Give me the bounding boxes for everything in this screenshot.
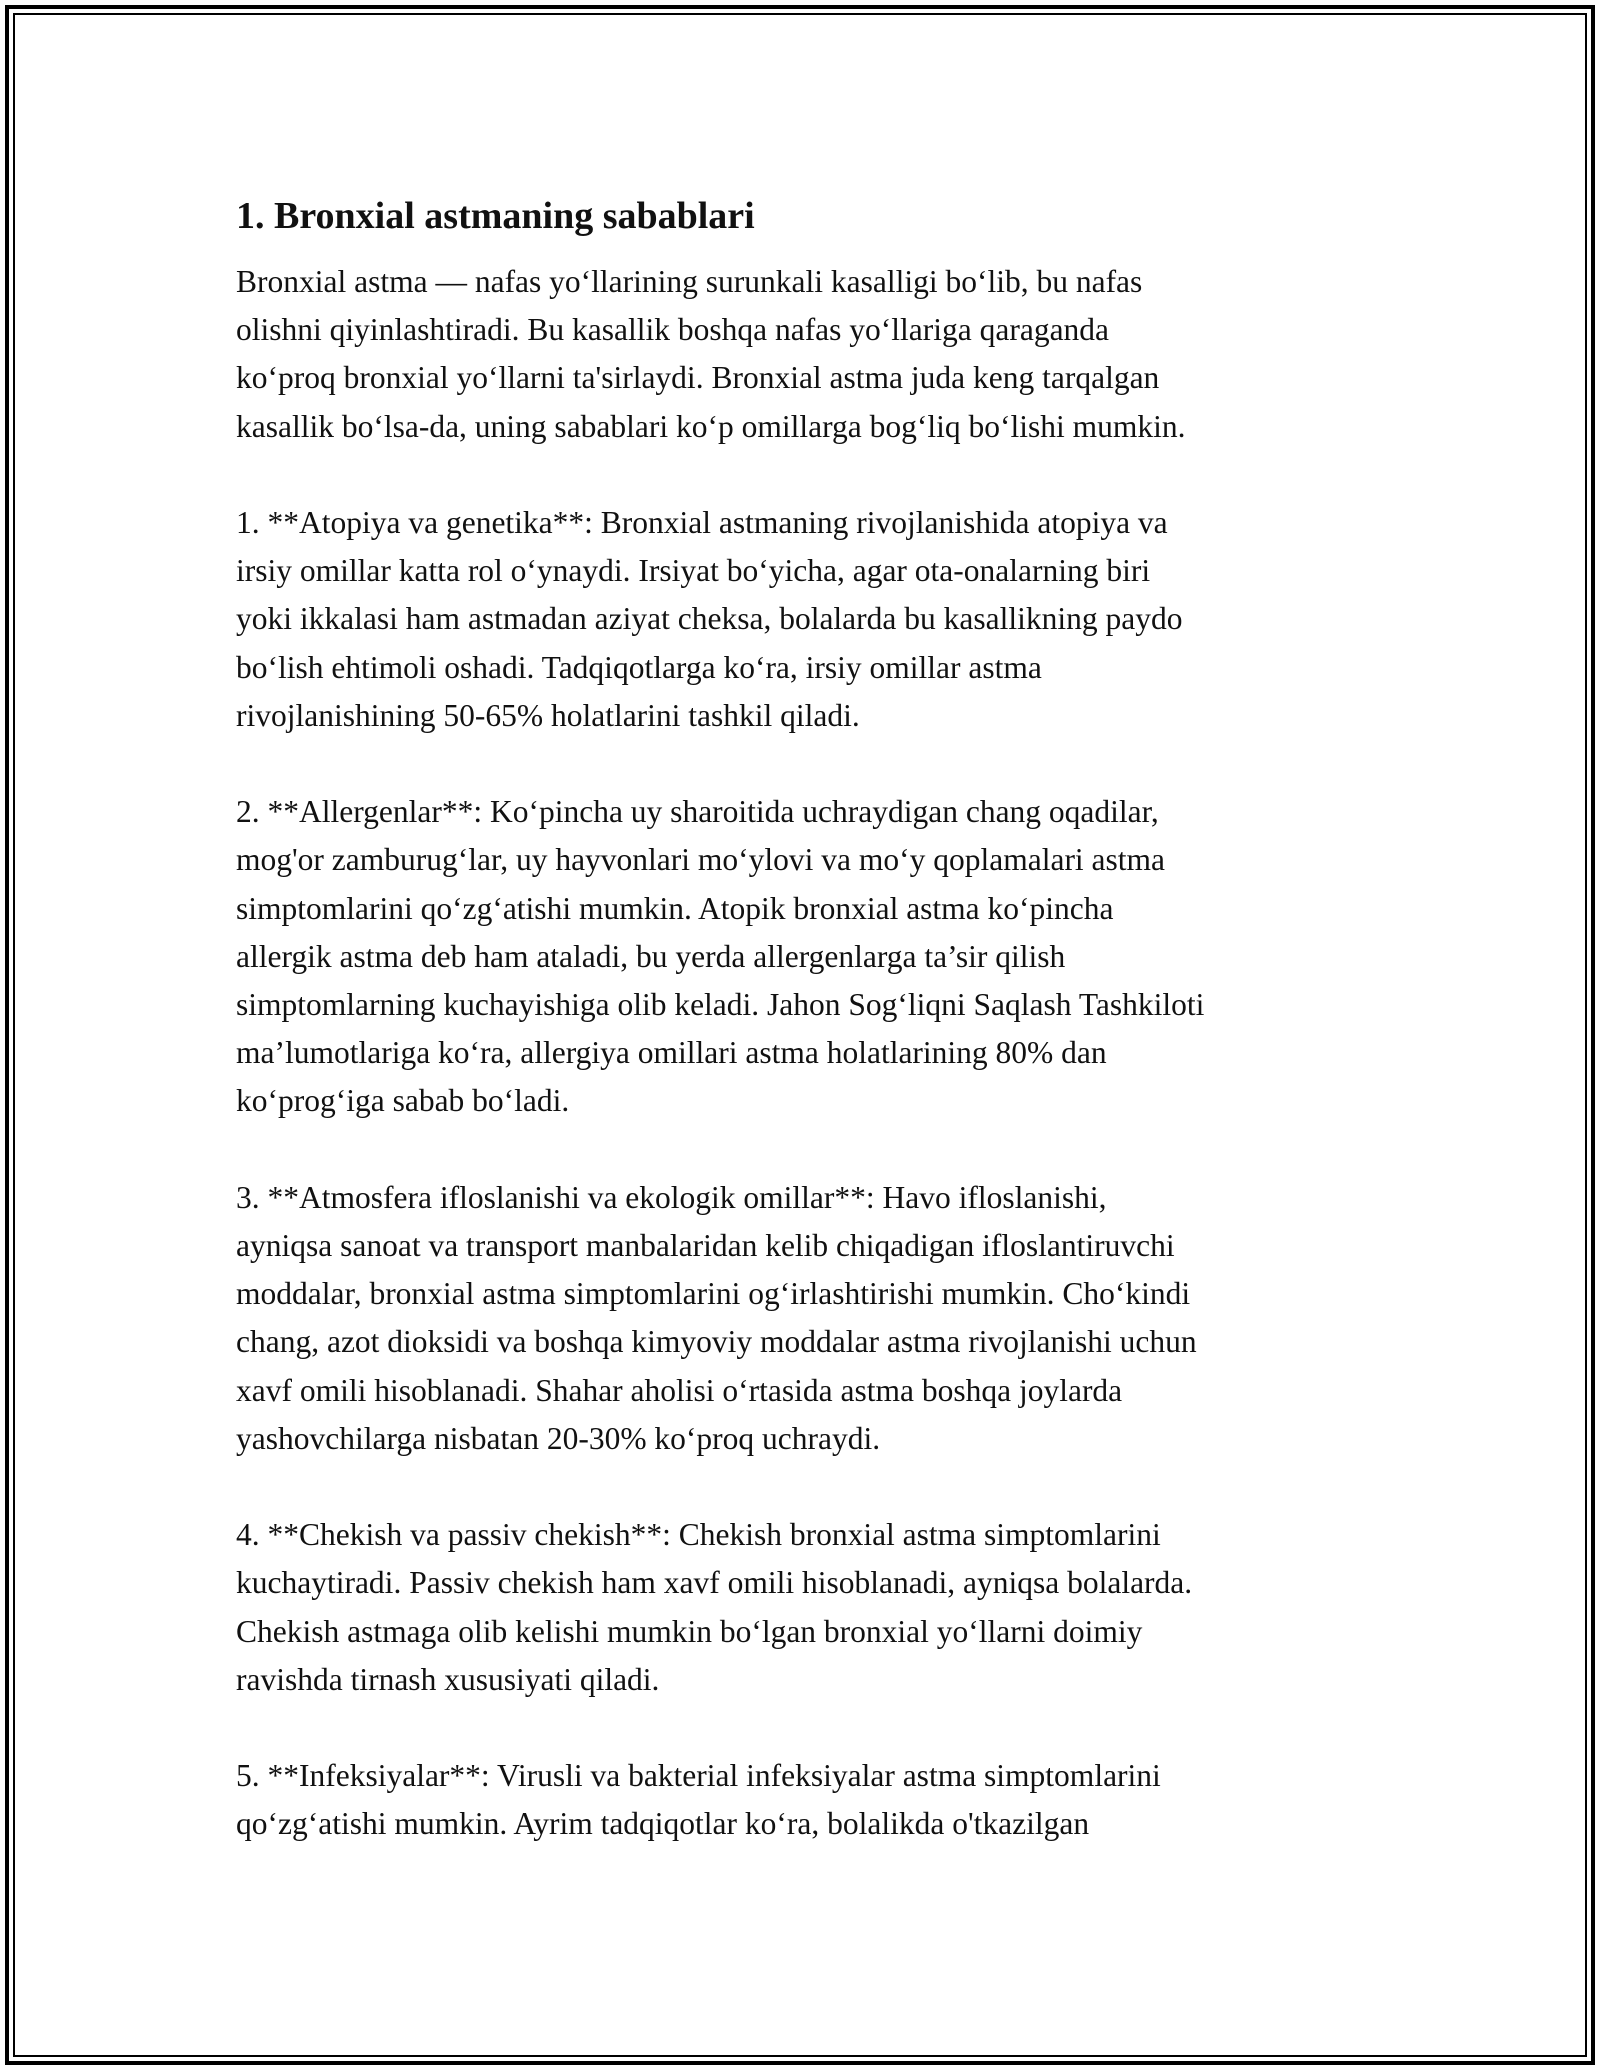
paragraph-infections: 5. **Infeksiyalar**: Virusli va bakterial infeksiyalar astma simptomlarini qo‘zg‘atishi mumkin. Ayrim tadqiqotlar ko‘ra, bolalikda o'tkazilgan: [236, 1758, 1161, 1842]
paragraph-allergens: 2. **Allergenlar**: Ko‘pincha uy sharoitida uchraydigan chang oqadilar, mog'or zamburug‘lar, uy hayvonlari mo‘ylovi va mo‘y qoplamalari astma simptomlarini qo‘zg‘atishi mumkin. Atopik bronxial astma ko‘pincha allergik astma deb ham ataladi, bu yerda allergenlarga ta’sir qilish simptomlarning kuchayishiga olib keladi. Jahon Sog‘liqni Saqlash Tashkiloti ma’lumotlariga ko‘ra, allergiya omillari astma holatlarining 80% dan ko‘prog‘iga sabab bo‘ladi.: [236, 794, 1205, 1119]
document-body: [236, 188, 1386, 1897]
document-title: 1. Bronxial astmaning sabablari: [236, 195, 755, 237]
paragraph-air-pollution: 3. **Atmosfera ifloslanishi va ekologik omillar**: Havo ifloslanishi, ayniqsa sanoat va transport manbalaridan kelib chiqadigan ifloslantiruvchi moddalar, bronxial astma simptomlarini og‘irlashtirishi mumkin. Cho‘kindi chang, azot dioksidi va boshqa kimyoviy moddalar astma rivojlanishi uchun xavf omili hisoblanadi. Shahar aholisi o‘rtasida astma boshqa joylarda yashovchilarga nisbatan 20-30% ko‘proq uchraydi.: [236, 1179, 1197, 1456]
paragraph-intro: Bronxial astma — nafas yo‘llarining surunkali kasalligi bo‘lib, bu nafas olishni qiyinlashtiradi. Bu kasallik boshqa nafas yo‘llariga qaraganda ko‘proq bronxial yo‘llarni ta'sirlaydi. Bronxial astma juda keng tarqalgan kasallik bo‘lsa-da, uning sabablari ko‘p omillarga bog‘liq bo‘lishi mumkin.: [236, 264, 1186, 444]
paragraph-atopy-genetics: 1. **Atopiya va genetika**: Bronxial astmaning rivojlanishida atopiya va irsiy omillar katta rol o‘ynaydi. Irsiyat bo‘yicha, agar ota-onalarning biri yoki ikkalasi ham astmadan aziyat cheksa, bolalarda bu kasallikning paydo bo‘lish ehtimoli oshadi. Tadqiqotlarga ko‘ra, irsiy omillar astma rivojlanishining 50-65% holatlarini tashkil qiladi.: [236, 505, 1183, 733]
paragraph-smoking: 4. **Chekish va passiv chekish**: Chekish bronxial astma simptomlarini kuchaytiradi. Passiv chekish ham xavf omili hisoblanadi, ayniqsa bolalarda. Chekish astmaga olib kelishi mumkin bo‘lgan bronxial yo‘llarni doimiy ravishda tirnash xususiyati qiladi.: [236, 1517, 1193, 1697]
